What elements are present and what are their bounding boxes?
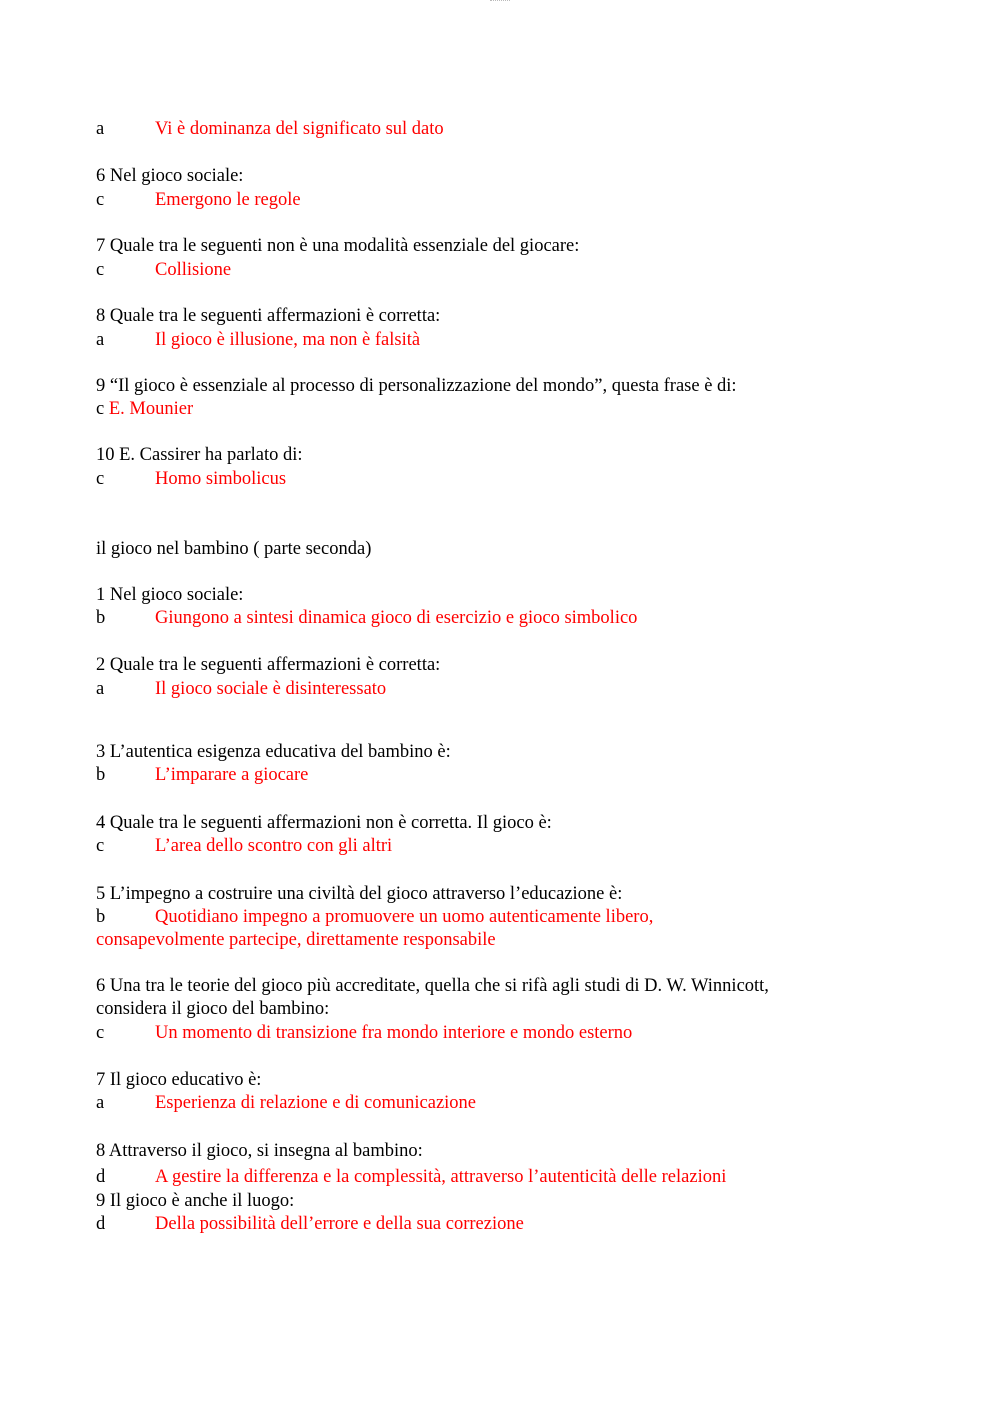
question-line: 9 “Il gioco è essenziale al processo di personalizzazione del mondo”, questa frase è di: [96, 376, 737, 396]
answer-text: Un momento di transizione fra mondo interiore e mondo esterno [155, 1023, 633, 1043]
question-line: 4 Quale tra le seguenti affermazioni non è corretta. Il gioco è: [96, 813, 552, 833]
answer-text: L’area dello scontro con gli altri [155, 836, 393, 856]
answer-letter: c [96, 190, 105, 210]
question-line: 2 Quale tra le seguenti affermazioni è corretta: [96, 655, 441, 675]
page-top-mark [490, 0, 510, 2]
answer-text: Il gioco è illusione, ma non è falsità [155, 330, 421, 350]
answer-text: A gestire la differenza e la complessità, attraverso l’autenticità delle relazioni [155, 1167, 727, 1187]
question-line: 9 Il gioco è anche il luogo: [96, 1191, 295, 1211]
answer-letter: c [96, 469, 105, 489]
answer-letter: a [96, 330, 105, 350]
question-line: 1 Nel gioco sociale: [96, 585, 244, 605]
answer-letter: b [96, 907, 106, 927]
question-line: 3 L’autentica esigenza educativa del bambino è: [96, 742, 451, 762]
answer-text: E. Mounier [108, 399, 194, 419]
answer-letter: a [96, 119, 105, 139]
answer-line [96, 397, 193, 421]
answer-text: Vi è dominanza del significato sul dato [155, 119, 444, 139]
answer-letter: a [96, 1093, 105, 1113]
answer-text: Emergono le regole [155, 190, 301, 210]
answer-text: L’imparare a giocare [155, 765, 309, 785]
answer-letter: b [96, 765, 106, 785]
question-line: 8 Attraverso il gioco, si insegna al bambino: [96, 1141, 423, 1161]
answer-letter: c [96, 399, 105, 419]
answer-text: Giungono a sintesi dinamica gioco di esercizio e gioco simbolico [155, 608, 638, 628]
answer-letter: c [96, 260, 105, 280]
answer-letter: a [96, 679, 105, 699]
answer-letter: b [96, 608, 106, 628]
answer-letter: d [96, 1214, 106, 1234]
question-line: 6 Una tra le teorie del gioco più accreditate, quella che si rifà agli studi di D. W. Winnicott, [96, 976, 769, 996]
answer-text: Collisione [155, 260, 232, 280]
answer-letter: c [96, 1023, 105, 1043]
question-line-continued: considera il gioco del bambino: [96, 999, 330, 1019]
answer-letter: d [96, 1167, 106, 1187]
answer-text: Il gioco sociale è disinteressato [155, 679, 387, 699]
answer-letter: c [96, 836, 105, 856]
question-line: 8 Quale tra le seguenti affermazioni è corretta: [96, 306, 441, 326]
answer-text-continued: consapevolmente partecipe, direttamente responsabile [96, 930, 496, 950]
answer-text: Esperienza di relazione e di comunicazione [155, 1093, 477, 1113]
section-title: il gioco nel bambino ( parte seconda) [96, 539, 372, 559]
answer-text: Quotidiano impegno a promuovere un uomo autenticamente libero, [155, 907, 654, 927]
answer-text: Della possibilità dell’errore e della sua correzione [155, 1214, 524, 1234]
question-line: 10 E. Cassirer ha parlato di: [96, 445, 303, 465]
question-line: 5 L’impegno a costruire una civiltà del gioco attraverso l’educazione è: [96, 884, 623, 904]
answer-text: Homo simbolicus [155, 469, 287, 489]
question-line: 7 Il gioco educativo è: [96, 1070, 262, 1090]
question-line: 7 Quale tra le seguenti non è una modalità essenziale del giocare: [96, 236, 580, 256]
question-line: 6 Nel gioco sociale: [96, 166, 244, 186]
